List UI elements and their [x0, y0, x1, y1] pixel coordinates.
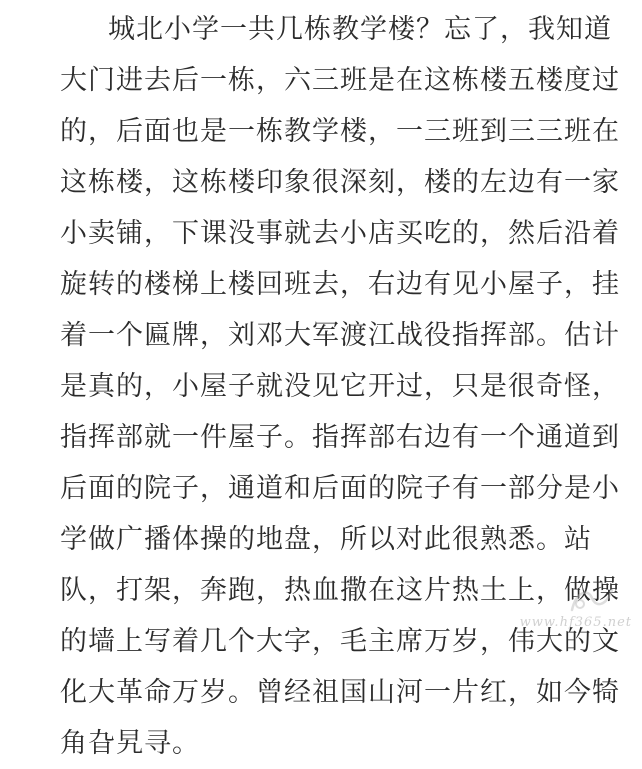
article-line-7: 着一个匾牌，刘邓大军渡江战役指挥部。估计 [60, 320, 620, 351]
watermark-logo-icon [566, 584, 618, 618]
article-line-11: 学做广播体操的地盘，所以对此很熟悉。站 [60, 524, 592, 555]
article-line-10: 后面的院子，通道和后面的院子有一部分是小 [60, 473, 620, 504]
article-line-12: 队，打架，奔跑，热血撒在这片热土上，做操 [60, 575, 620, 606]
article-line-8: 是真的，小屋子就没见它开过，只是很奇怪， [60, 371, 620, 402]
article-line-3: 的，后面也是一栋教学楼，一三班到三三班在 [60, 116, 620, 147]
article-line-14: 化大革命万岁。曾经祖国山河一片红，如今犄 [60, 677, 620, 708]
article-line-15: 角旮旯寻。 [60, 728, 200, 759]
article-line-13: 的墙上写着几个大字，毛主席万岁，伟大的文 [60, 626, 620, 657]
article-line-2: 大门进去后一栋，六三班是在这栋楼五楼度过 [60, 65, 620, 96]
article-line-6: 旋转的楼梯上楼回班去，右边有见小屋子，挂 [60, 269, 620, 300]
article-body [60, 4, 620, 769]
article-line-1: 城北小学一共几栋教学楼？忘了，我知道 [108, 14, 612, 45]
article-line-5: 小卖铺，下课没事就去小店买吃的，然后沿着 [60, 218, 620, 249]
article-line-9: 指挥部就一件屋子。指挥部右边有一个通道到 [60, 422, 620, 453]
article-line-4: 这栋楼，这栋楼印象很深刻，楼的左边有一家 [60, 167, 620, 198]
watermark-text: www.hf365.net [519, 615, 632, 630]
